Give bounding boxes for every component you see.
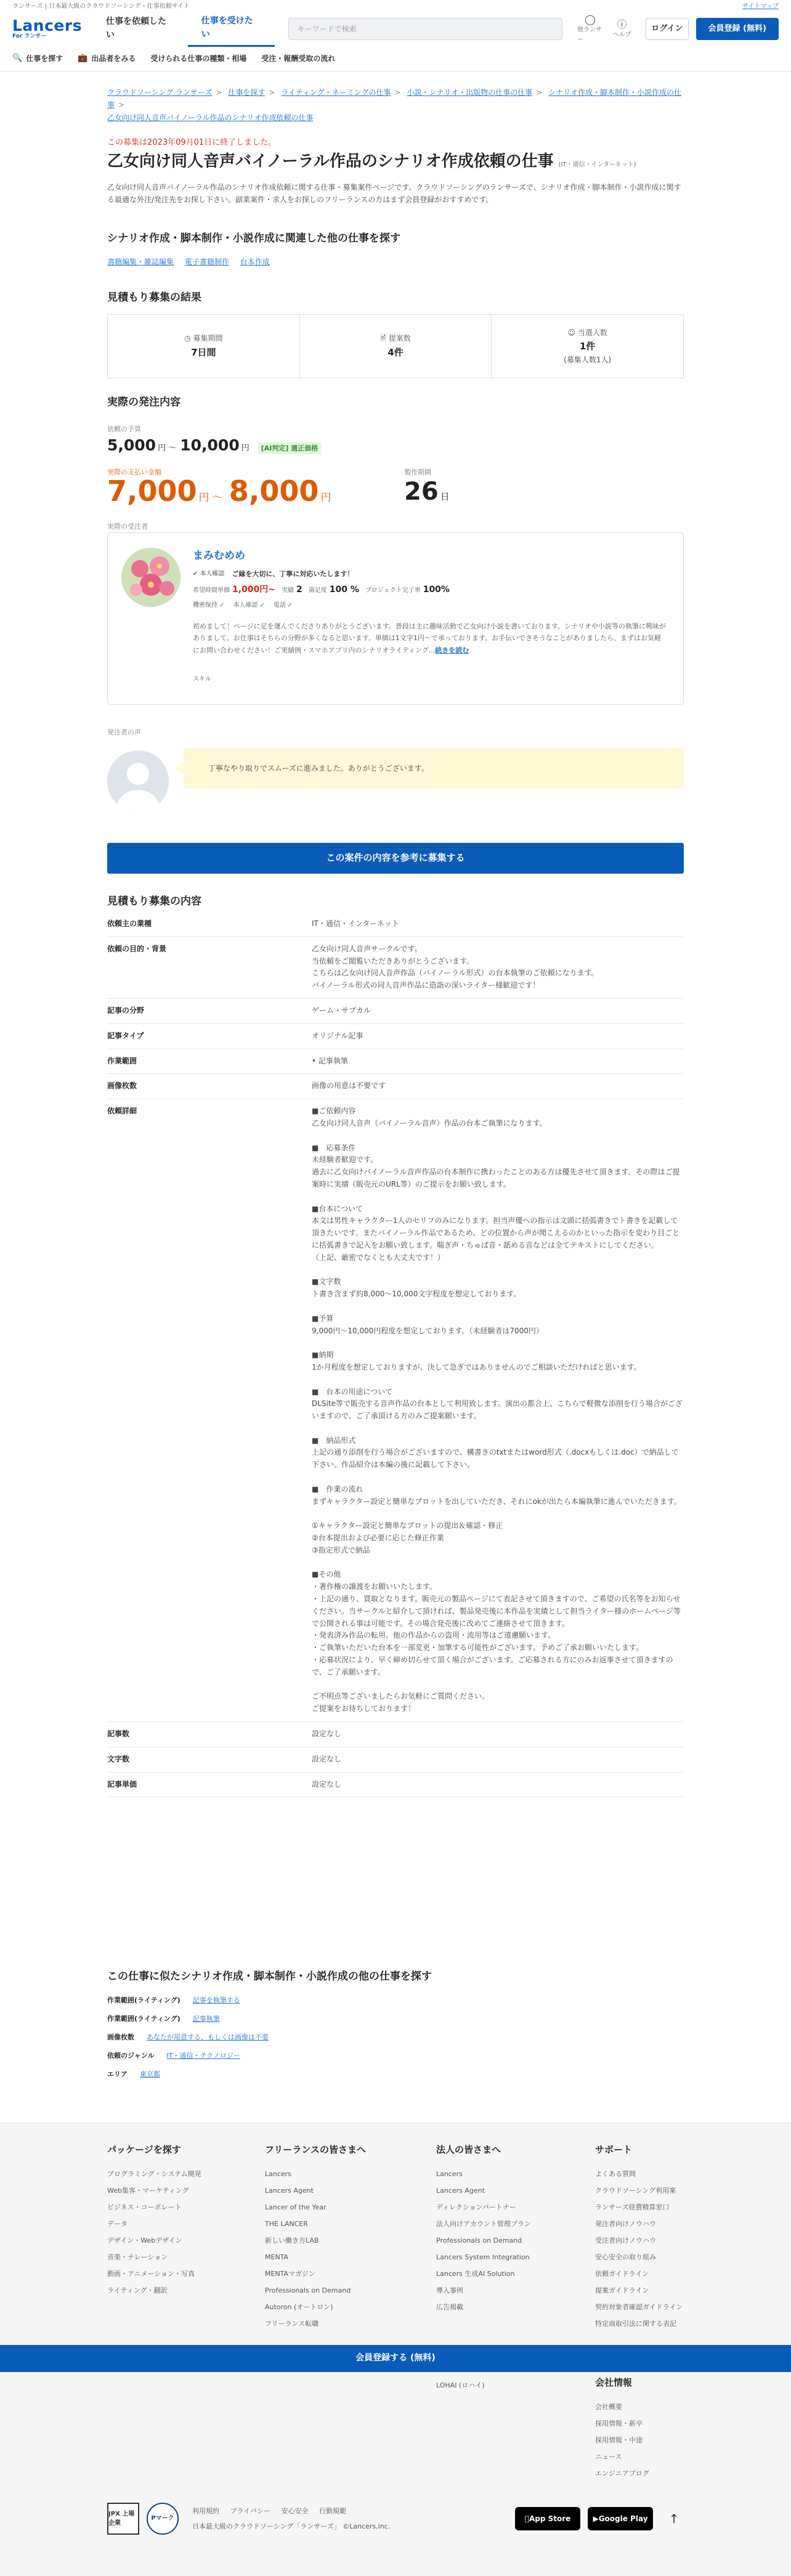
footer-bottom bbox=[107, 2500, 684, 2537]
estimate-row bbox=[107, 937, 684, 999]
footer-link[interactable]: 依頼ガイドライン bbox=[595, 2270, 649, 2278]
footer-link[interactable]: Lancer of the Year bbox=[265, 2203, 327, 2212]
footer-link[interactable]: 提案ガイドライン bbox=[595, 2286, 649, 2295]
phone-label: 電話 bbox=[273, 602, 286, 609]
estimate-row bbox=[107, 1049, 684, 1075]
footer-col-freelance bbox=[265, 2143, 419, 2332]
register-button[interactable]: 会員登録 (無料) bbox=[696, 18, 779, 40]
estimate-row bbox=[107, 1722, 684, 1747]
worker-avatar[interactable] bbox=[121, 548, 181, 607]
footer-heading: パッケージを探す bbox=[107, 2144, 181, 2155]
budget-unit: 円 bbox=[158, 444, 166, 453]
proposals-value: 4件 bbox=[387, 346, 404, 358]
footer-col-packages bbox=[107, 2143, 261, 2299]
hope-label: 希望時間単価 bbox=[193, 587, 230, 594]
worker-section-label: 実際の受注者 bbox=[107, 522, 148, 530]
worker-desc-text: 初めまして！ページに足を運んでくださりありがとうございます。普段は主に趣味活動で乙女向け小説を書いております。シナリオや小説等の執筆に興味がありまして、お仕事はそちらの分野が多くなると思います。単価は1文字1円〜で承っております。お手伝いできそうなことがありましたら、まずはお気軽にお問い合わせください！ご実績例・スマホアプリ内のシナリオライティング... bbox=[193, 622, 666, 654]
subnav-label: 受注・報酬受取の流れ bbox=[261, 54, 336, 63]
google-play-label: Google Play bbox=[598, 2514, 648, 2523]
safety-link[interactable]: 安心安全 bbox=[281, 2506, 309, 2515]
tab-receive-work[interactable]: 仕事を受けたい bbox=[188, 11, 275, 47]
similar-link[interactable]: 記事を執筆する bbox=[192, 1996, 240, 2005]
footer-link[interactable]: MENTA bbox=[265, 2253, 289, 2262]
estimate-row bbox=[107, 912, 684, 937]
footer-link[interactable]: 採用情報・新卒 bbox=[595, 2420, 643, 2428]
result-hires bbox=[492, 315, 683, 378]
footer-link[interactable]: Lancers bbox=[436, 2170, 463, 2179]
footer-link[interactable]: 法人向けアカウント管理プラン bbox=[436, 2220, 531, 2229]
worker-checks bbox=[193, 601, 301, 611]
back-to-top-icon[interactable]: ↑ bbox=[668, 2511, 679, 2526]
footer-link[interactable]: 契約対象者確認ガイドライン bbox=[595, 2303, 683, 2312]
related-link[interactable]: 電子書籍制作 bbox=[184, 258, 229, 266]
completion-value: 100% bbox=[423, 585, 450, 595]
privacy-mark-badge: Pマーク bbox=[147, 2503, 179, 2535]
proposals-label: 提案数 bbox=[388, 334, 411, 343]
verified-badge: 本人確認 bbox=[200, 570, 225, 577]
document-icon: 🗎 bbox=[380, 334, 389, 343]
row-key: 記事数 bbox=[107, 1729, 130, 1739]
help-icon: ⓘ bbox=[617, 18, 627, 30]
subnav-flow[interactable] bbox=[261, 53, 335, 65]
similar-key: 依頼のジャンル bbox=[107, 2052, 155, 2060]
subnav-find-work[interactable] bbox=[12, 52, 63, 65]
budget-range bbox=[107, 434, 684, 458]
estimate-heading: 見積もり募集の内容 bbox=[107, 895, 201, 908]
estimate-row bbox=[107, 1747, 684, 1773]
footer-link[interactable]: ビジネス・コーポレート bbox=[107, 2203, 182, 2212]
apple-icon bbox=[525, 2513, 529, 2525]
breadcrumb-current[interactable]: 乙女向け同人音声バイノーラル作品のシナリオ作成依頼の仕事 bbox=[107, 113, 314, 122]
similar-row bbox=[107, 2028, 684, 2047]
paid-range bbox=[107, 476, 684, 507]
check-icon: ✔ bbox=[193, 570, 198, 577]
footer-link[interactable]: Web集客・マーケティング bbox=[107, 2187, 189, 2195]
similar-key: 作業範囲(ライティング) bbox=[107, 1996, 181, 2005]
clock-icon: ◷ bbox=[184, 334, 193, 343]
footer-link[interactable]: よくある質問 bbox=[595, 2170, 636, 2179]
similar-key: エリア bbox=[107, 2070, 128, 2079]
estimate-row bbox=[107, 1074, 684, 1099]
footer-link[interactable]: 採用情報・中途 bbox=[595, 2436, 643, 2445]
briefcase-icon: 💼 bbox=[78, 54, 88, 63]
footer-heading: フリーランスの皆さまへ bbox=[265, 2144, 366, 2155]
budget-unit: 円 bbox=[241, 444, 249, 453]
row-key: 記事単価 bbox=[107, 1779, 137, 1789]
budget-min: 5,000 bbox=[107, 436, 156, 454]
budget-label: 依頼の予算 bbox=[107, 425, 141, 433]
similar-row bbox=[107, 2047, 684, 2065]
breadcrumb-link[interactable]: クラウドソーシング ランサーズ bbox=[107, 88, 213, 97]
google-play-badge[interactable] bbox=[588, 2507, 653, 2530]
row-value: 乙女向け同人音声サークルです。 当依頼をご閲覧いただきありがとうございます。 こちらは乙女向け同人音声作品（バイノーラル形式）の台本執筆のご依頼になります。 バイノーラル形式の同人音声作品に造詣の深いライター様歓迎です！ bbox=[312, 944, 599, 990]
record-label: 実績 bbox=[282, 587, 294, 594]
paid-unit: 円 bbox=[198, 492, 209, 504]
days-unit: 日 bbox=[440, 491, 450, 502]
comment-label: 発注者の声 bbox=[107, 728, 141, 736]
footer-link[interactable]: 導入事例 bbox=[436, 2286, 463, 2295]
worker-description bbox=[193, 620, 667, 656]
footer-link[interactable]: Professionals on Demand bbox=[265, 2286, 351, 2295]
similar-filters bbox=[107, 1991, 684, 2084]
row-key: 依頼詳細 bbox=[107, 1107, 137, 1116]
similar-link[interactable]: IT・通信・テクノロジー bbox=[166, 2052, 240, 2060]
paid-min: 7,000 bbox=[107, 474, 197, 508]
terms-link[interactable]: 利用規約 bbox=[192, 2506, 219, 2515]
search-icon: 🔍 bbox=[12, 54, 23, 63]
footer-legal bbox=[192, 2506, 390, 2532]
lancers-logo[interactable] bbox=[12, 15, 83, 43]
footer-link[interactable]: 音楽・ナレーション bbox=[107, 2253, 168, 2262]
row-value: • 記事執筆 bbox=[312, 1056, 348, 1065]
completion-label: プロジェクト完了率 bbox=[365, 587, 421, 594]
sub-navigation bbox=[0, 47, 791, 71]
client-comment: 丁寧なやり取りでスムーズに進みました。ありがとうございます。 bbox=[184, 748, 684, 789]
estimate-row bbox=[107, 999, 684, 1024]
footer-link[interactable]: Lancers System Integration bbox=[436, 2253, 530, 2262]
person-icon: ☺ bbox=[567, 328, 578, 337]
top-strip bbox=[0, 0, 791, 11]
footer-link[interactable]: ニュース bbox=[595, 2453, 622, 2461]
help-button[interactable] bbox=[609, 18, 635, 40]
row-key: 作業範囲 bbox=[107, 1056, 137, 1065]
footer-link[interactable]: エンジニアブログ bbox=[595, 2469, 649, 2478]
worker-motto: ご縁を大切に、丁寧に対応いたします！ bbox=[232, 570, 354, 578]
sitemap-link[interactable]: サイトマップ bbox=[742, 3, 779, 10]
subnav-sellers[interactable] bbox=[78, 52, 136, 65]
breadcrumb-link[interactable]: ライティング・ネーミングの仕事 bbox=[281, 88, 391, 97]
site-description: ランサーズ | 日本最大級のクラウドソーシング・仕事依頼サイト bbox=[12, 3, 190, 10]
estimate-row bbox=[107, 1024, 684, 1049]
days-value: 26 bbox=[404, 477, 439, 506]
read-more-link[interactable]: 続きを読む bbox=[435, 646, 469, 654]
tab-order-work[interactable]: 仕事を依頼したい bbox=[106, 17, 166, 40]
footer-link[interactable]: ディレクションパートナー bbox=[436, 2203, 516, 2212]
login-button[interactable]: ログイン bbox=[646, 18, 688, 40]
worker-stats bbox=[193, 583, 456, 597]
ai-price-badge: [AI判定] 適正価格 bbox=[258, 442, 322, 454]
period-label: 募集期間 bbox=[193, 334, 223, 343]
estimate-row bbox=[107, 1773, 684, 1798]
related-link[interactable]: 台本作成 bbox=[240, 258, 270, 266]
identity-label: 本人確認 bbox=[233, 602, 258, 609]
footer-link[interactable]: デザイン・Webデザイン bbox=[107, 2237, 182, 2245]
similar-link[interactable]: 東京都 bbox=[140, 2070, 160, 2079]
skill-label: スキル bbox=[193, 676, 211, 683]
budget-max: 10,000 bbox=[180, 436, 240, 454]
footer-heading: 法人の皆さまへ bbox=[436, 2144, 501, 2155]
estimate-table bbox=[107, 912, 684, 1797]
similar-row bbox=[107, 2065, 684, 2084]
row-value: IT・通信・インターネット bbox=[312, 919, 399, 928]
estimate-row bbox=[107, 1099, 684, 1722]
row-key: 依頼の目的・背景 bbox=[107, 944, 167, 953]
hires-value: 1件 bbox=[579, 341, 596, 352]
subnav-label: 仕事を探す bbox=[26, 54, 63, 63]
record-value: 2 bbox=[296, 585, 302, 595]
paid-unit: 円 bbox=[320, 492, 331, 504]
result-summary bbox=[107, 314, 684, 378]
days-label: 製作期間 bbox=[404, 468, 431, 476]
worker-badges bbox=[193, 569, 354, 579]
footer-link[interactable]: 広告掲載 bbox=[436, 2303, 463, 2312]
footer-link[interactable]: Lancers Agent bbox=[265, 2187, 314, 2195]
check-icon: ✓ bbox=[219, 602, 225, 609]
footer-link[interactable]: ライティング・翻訳 bbox=[107, 2286, 168, 2295]
row-value: 設定なし bbox=[312, 1754, 342, 1763]
footer-heading: サポート bbox=[595, 2144, 633, 2155]
footer-heading: 会社情報 bbox=[595, 2377, 633, 2388]
app-store-label: App Store bbox=[527, 2514, 569, 2523]
similar-link[interactable]: あなたが用意する、もしくは画像は不要 bbox=[147, 2033, 269, 2042]
footer-link[interactable]: ランサーズ経費精算窓口 bbox=[595, 2203, 670, 2212]
worker-card bbox=[107, 532, 684, 705]
row-key: 記事の分野 bbox=[107, 1006, 145, 1015]
footer-link[interactable]: LOHAI (ロハイ) bbox=[436, 2381, 485, 2389]
job-lead: 乙女向け同人音声バイノーラル作品のシナリオ作成依頼に関する仕事・募集案件ページです。クラウドソーシングのランサーズで、シナリオ作成・脚本制作・小説作成に関する最適な外注/発注先をお探し下さい。副業案件・求人をお探しのフリーランスの方はまず会員登録がおすすめです。 bbox=[107, 183, 681, 205]
other-lancer-button[interactable] bbox=[577, 14, 603, 44]
similar-key: 作業範囲(ライティング) bbox=[107, 2015, 181, 2023]
footer-link[interactable]: 新しい働き方LAB bbox=[265, 2237, 319, 2245]
jpx-badge: JPX 上場企業 bbox=[107, 2503, 139, 2535]
app-store-badge[interactable] bbox=[515, 2507, 580, 2530]
job-category: (IT・通信・インターネット) bbox=[558, 161, 636, 168]
row-value: 設定なし bbox=[312, 1779, 342, 1789]
breadcrumb-link[interactable]: 仕事を探す bbox=[228, 88, 266, 97]
footer-col-extra bbox=[436, 2377, 590, 2394]
reference-post-button[interactable]: この案件の内容を参考に募集する bbox=[107, 843, 684, 874]
subnav-work-types[interactable] bbox=[150, 53, 246, 65]
footer-link[interactable]: フリーランス転職 bbox=[265, 2320, 319, 2328]
other-lancer-label: 他ランサー bbox=[577, 26, 602, 43]
row-value: ■ご依頼内容 乙女向け同人音声（バイノーラル音声）作品の台本ご執筆になります。 ■ 応募条件 未経験者歓迎です。 過去に乙女向けバイノーラル音声作品の台本制作に携わったことのある方は優先させて頂きます。その際はご提案時に実績（販売元のURL等）のご提示をお願い致します。 ■台本について 本文は男性キャラクター1人のセリフのみになります。担当声優への指示は文頭に括弧書きでト書きを記載して頂きたいです。またバイノーラル作品であるため、どの位置から声が聞こえるのかといった指示を変わり目ごとに括弧書きで記入をお願い致します。喘ぎ声・ちゅぱ音・舐める音などは全てテキストにしてください。 （上記、厳密でなくとも大丈夫です！） ■文字数 ト書き含まず約8,000〜10,000文字程度を想定しております。 ■予算 9,000円〜10,000円程度を想定しております。（未経験者は7000円） ■納期 1か月程度を想定しておりますが、決して急ぎではありませんのでご相談いただければと思います。 ■ 台本の用途について DLSite等で販売する音声作品の台本として利用致します。演出の都合上、こちらで軽微な添削を行う場合がございますので、ご了承頂ける方のみご提案願います。 ■ 納品形式 上記の通り添削を行う場合がございますので、構書きのtxtまたはword形式（.docxもしくは.doc）で納品して下さい。作品紹介は本編の後に記載して下さい。 ■ 作業の流れ まずキャラクター設定と簡単なプロットを出していただき、それにokが出たら本編執筆に進んでいただきます。 ①キャラクター設定と簡単なプロットの提出＆確認・修正 ②台本提出および必要に応じた修正作業 ③指定形式で納品 ■その他 ・著作権の譲渡をお願いいたします。 ・上記の通り、買取となります。販売元の製品ページにて表記させて頂きますので、ご希望の氏名等をお知らせください。当サークルと紹介して頂ければ、製品発売後に本作品を実績として担当ライター様のホームページ等で公開される事は可能です。その場合発売後に改めてご連絡させて頂きます。 ・発表済み作品の転用、他の作品からの盗用・流用等はご遠慮願います。 ・ご執筆いただいた台本を一部変更・加筆する可能性がございます。予めご了承お願いいたします。 ・応募状況により、早く締め切らせて頂く場合がございます。ご応募される方にのみお返事させて頂きますので、ご了承願います。 ご不明点等ございましたらお気軽にご質問ください。 ご提案をお待ちしております！ bbox=[312, 1107, 683, 1713]
budget-sep: 〜 bbox=[168, 444, 177, 453]
hires-sub: (募集人数1人) bbox=[564, 355, 612, 364]
related-links bbox=[107, 256, 684, 268]
row-value: ゲーム・サブカル bbox=[312, 1006, 371, 1015]
similar-row bbox=[107, 1991, 684, 2010]
footer-col-business bbox=[436, 2143, 590, 2315]
user-icon: ◯ bbox=[584, 13, 596, 25]
footer-link[interactable]: Autoron (オートロン) bbox=[265, 2303, 333, 2312]
related-link[interactable]: 書籍編集・雑誌編集 bbox=[107, 258, 174, 266]
footer-link[interactable]: Lancers 生成AI Solution bbox=[436, 2270, 515, 2278]
footer-link[interactable]: プログラミング・システム開発 bbox=[107, 2170, 201, 2179]
subnav-label: 出品者をみる bbox=[91, 54, 136, 63]
row-key: 記事タイプ bbox=[107, 1031, 144, 1040]
footer-link[interactable]: 特定商取引法に関する表記 bbox=[595, 2320, 676, 2328]
footer-link[interactable]: Professionals on Demand bbox=[436, 2237, 522, 2245]
footer-link[interactable]: THE LANCER bbox=[265, 2220, 308, 2229]
footer-link[interactable]: 安心安全の取り組み bbox=[595, 2253, 656, 2262]
row-key: 文字数 bbox=[107, 1754, 130, 1763]
hope-value: 1,000円~ bbox=[232, 585, 276, 595]
footer-link[interactable]: クラウドソーシング利用案 bbox=[595, 2187, 676, 2195]
row-key: 画像枚数 bbox=[107, 1081, 137, 1091]
logo-text: Lancers bbox=[12, 16, 83, 35]
privacy-link[interactable]: プライバシー bbox=[230, 2506, 270, 2515]
period-value: 7日間 bbox=[191, 346, 216, 358]
footer-link[interactable]: データ bbox=[107, 2220, 128, 2229]
job-title: 乙女向け同人音声バイノーラル作品のシナリオ作成依頼の仕事 bbox=[107, 152, 554, 171]
logo-subtext: For ランサー bbox=[12, 33, 47, 39]
similar-heading: この仕事に似たシナリオ作成・脚本制作・小説作成の他の仕事を探す bbox=[107, 1970, 432, 1983]
paid-label: 実際の支払い金額 bbox=[107, 468, 161, 476]
hires-label: 当選人数 bbox=[577, 328, 607, 337]
related-heading: シナリオ作成・脚本制作・小説作成に関連した他の仕事を探す bbox=[107, 232, 400, 245]
days-value-block bbox=[404, 478, 450, 505]
sticky-register-button[interactable]: 会員登録する (無料) bbox=[0, 2345, 791, 2372]
footer-link[interactable]: 会社概要 bbox=[595, 2403, 622, 2411]
row-key: 依頼主の業種 bbox=[107, 919, 152, 928]
copyright: 日本最大級のクラウドソーシング「ランサーズ」 ©Lancers,inc. bbox=[192, 2522, 391, 2530]
footer-link[interactable]: 受注者向けノウハウ bbox=[595, 2237, 656, 2245]
result-heading: 見積もり募集の結果 bbox=[107, 291, 201, 304]
footer-link[interactable]: MENTAマガジン bbox=[265, 2270, 315, 2278]
row-value: オリジナル記事 bbox=[312, 1031, 363, 1040]
nda-label: 機密保持 bbox=[193, 602, 217, 609]
footer-link[interactable]: 動画・アニメーション・写真 bbox=[107, 2270, 195, 2278]
footer-link[interactable]: 発注者向けノウハウ bbox=[595, 2220, 656, 2229]
site-header bbox=[0, 11, 791, 47]
worker-name[interactable]: まみむめめ bbox=[193, 550, 245, 562]
breadcrumb: クラウドソーシング ランサーズ > 仕事を探す > ライティング・ネーミングの仕事 > 小説・シナリオ・出版物の仕事の仕事 > シナリオ作成・脚本制作・小説作成の仕事 > 乙女向け同人音声バイノーラル作品のシナリオ作成依頼の仕事 bbox=[107, 88, 681, 122]
footer-link[interactable]: Lancers Agent bbox=[436, 2187, 485, 2195]
subnav-label: 受けられる仕事の種類・相場 bbox=[150, 54, 247, 63]
client-avatar bbox=[107, 750, 169, 812]
help-label: ヘルプ bbox=[612, 31, 631, 38]
default-avatar-icon bbox=[107, 750, 169, 812]
actual-heading: 実際の発注内容 bbox=[107, 396, 181, 408]
footer-col-company bbox=[595, 2376, 749, 2482]
result-proposals bbox=[300, 315, 492, 378]
check-icon: ✓ bbox=[287, 602, 293, 609]
ended-notice: この募集は2023年09月01日に終了しました。 bbox=[107, 138, 277, 147]
satisfaction-value: 100 % bbox=[329, 585, 359, 595]
search-input[interactable]: キーワードで検索 bbox=[288, 18, 562, 40]
row-value: 画像の用意は不要です bbox=[312, 1081, 386, 1091]
breadcrumb-link[interactable]: シナリオ作成・脚本制作・小説作成の仕事 bbox=[107, 88, 681, 110]
breadcrumb-link[interactable]: 小説・シナリオ・出版物の仕事の仕事 bbox=[407, 88, 533, 97]
paid-max: 8,000 bbox=[229, 474, 319, 508]
play-icon: ▶ bbox=[593, 2514, 599, 2523]
similar-row bbox=[107, 2010, 684, 2028]
similar-link[interactable]: 記事執筆 bbox=[192, 2015, 220, 2023]
row-value: 設定なし bbox=[312, 1729, 342, 1739]
page-title bbox=[107, 152, 684, 173]
satisfaction-label: 満足度 bbox=[308, 587, 327, 594]
paid-sep: 〜 bbox=[212, 492, 223, 504]
result-period bbox=[108, 315, 300, 378]
footer-link[interactable]: Lancers bbox=[265, 2170, 291, 2179]
code-of-conduct-link[interactable]: 行動規範 bbox=[318, 2506, 346, 2515]
footer-col-support bbox=[595, 2143, 749, 2332]
similar-key: 画像枚数 bbox=[107, 2033, 134, 2042]
check-icon: ✓ bbox=[259, 602, 265, 609]
